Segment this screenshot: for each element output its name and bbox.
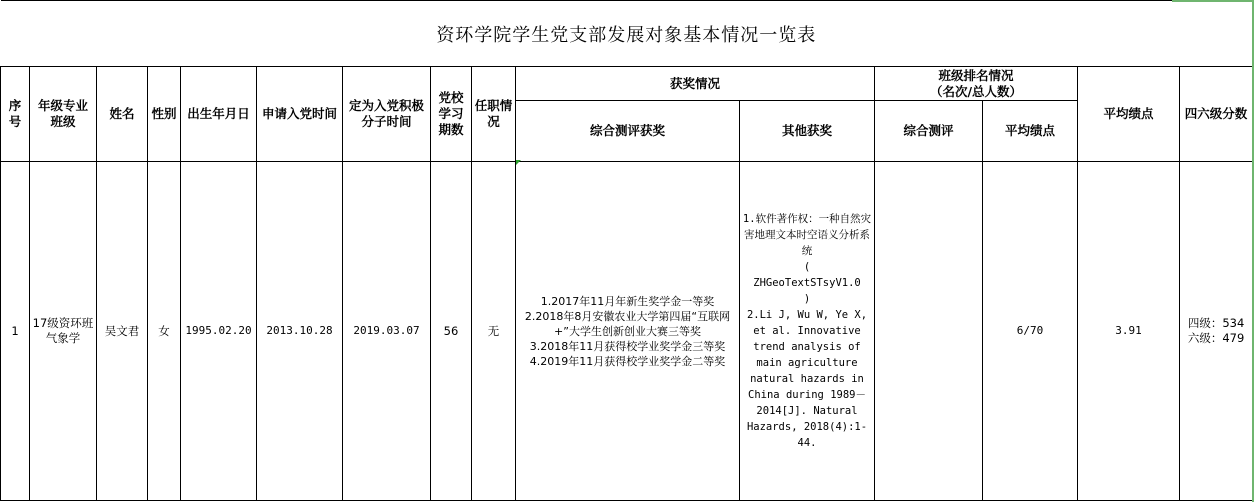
award-item: 1.2017年11月年新生奖学金一等奖 <box>540 294 715 308</box>
header-awards-other: 其他获奖 <box>740 101 875 162</box>
award-item: 4.2019年11月获得校学业奖学金二等奖 <box>529 354 726 368</box>
header-ranking <box>875 67 1078 101</box>
cell-name[interactable]: 吴文君 <box>97 162 148 501</box>
header-ranking-title: 班级排名情况 <box>938 67 1014 83</box>
header-ranking-gpa: 平均绩点 <box>983 101 1078 162</box>
cell-apply-date[interactable]: 2013.10.28 <box>257 162 343 501</box>
cell-cet[interactable] <box>1180 162 1253 501</box>
header-ranking-subtitle: （名次/总人数） <box>929 83 1023 99</box>
header-activist-date: 定为入党积极分子时间 <box>343 67 431 162</box>
cet4-score: 四级：534 <box>1187 316 1245 330</box>
header-ranking-comprehensive: 综合测评 <box>875 101 983 162</box>
header-position: 任职情况 <box>472 67 516 162</box>
award-item: 2.2018年8月安徽农业大学第四届“互联网+”大学生创新创业大赛三等奖 <box>524 309 731 338</box>
comment-indicator-icon <box>516 160 521 165</box>
cell-gender[interactable]: 女 <box>148 162 181 501</box>
selection-border-top <box>1172 0 1254 2</box>
header-cet: 四六级分数 <box>1180 67 1253 162</box>
award-item: 3.2018年11月获得校学业奖学金三等奖 <box>529 339 726 353</box>
header-awards: 获奖情况 <box>516 67 875 101</box>
header-grade-class: 年级专业班级 <box>30 67 97 162</box>
header-apply-date: 申请入党时间 <box>257 67 343 162</box>
cell-ranking-gpa[interactable]: 6/70 <box>983 162 1078 501</box>
table-title: 资环学院学生党支部发展对象基本情况一览表 <box>1 1 1253 67</box>
header-party-school: 党校学习期数 <box>431 67 472 162</box>
cet6-score: 六级：479 <box>1187 331 1245 345</box>
cell-seq[interactable]: 1 <box>1 162 30 501</box>
cell-party-school[interactable]: 56 <box>431 162 472 501</box>
header-gpa: 平均绩点 <box>1078 67 1180 162</box>
header-birth: 出生年月日 <box>181 67 257 162</box>
other-award-item: ( <box>803 261 811 273</box>
cell-awards-comprehensive[interactable] <box>516 162 740 501</box>
header-gender: 性别 <box>148 67 181 162</box>
header-name: 姓名 <box>97 67 148 162</box>
table-row <box>1 162 1253 501</box>
cell-grade-class[interactable]: 17级资环班气象学 <box>30 162 97 501</box>
cell-ranking-comprehensive[interactable] <box>875 162 983 501</box>
cell-birth[interactable]: 1995.02.20 <box>181 162 257 501</box>
other-award-item: 2.Li J, Wu W, Ye X, et al. Innovative trend analysis of main agriculture natural hazards in China during 1989－2014[J]. Natural Hazards, 2018(4):1-44. <box>746 309 868 449</box>
header-seq: 序号 <box>1 67 30 162</box>
other-award-item: ) <box>803 293 811 305</box>
other-award-item: 1.软件著作权：一种自然灾害地理文本时空语义分析系统 <box>742 213 872 257</box>
cell-position[interactable]: 无 <box>472 162 516 501</box>
cell-gpa[interactable]: 3.91 <box>1078 162 1180 501</box>
header-awards-comprehensive: 综合测评获奖 <box>516 101 740 162</box>
cell-awards-other[interactable] <box>740 162 875 501</box>
other-award-item: ZHGeoTextSTsyV1.0 <box>753 277 861 289</box>
cell-activist-date[interactable]: 2019.03.07 <box>343 162 431 501</box>
